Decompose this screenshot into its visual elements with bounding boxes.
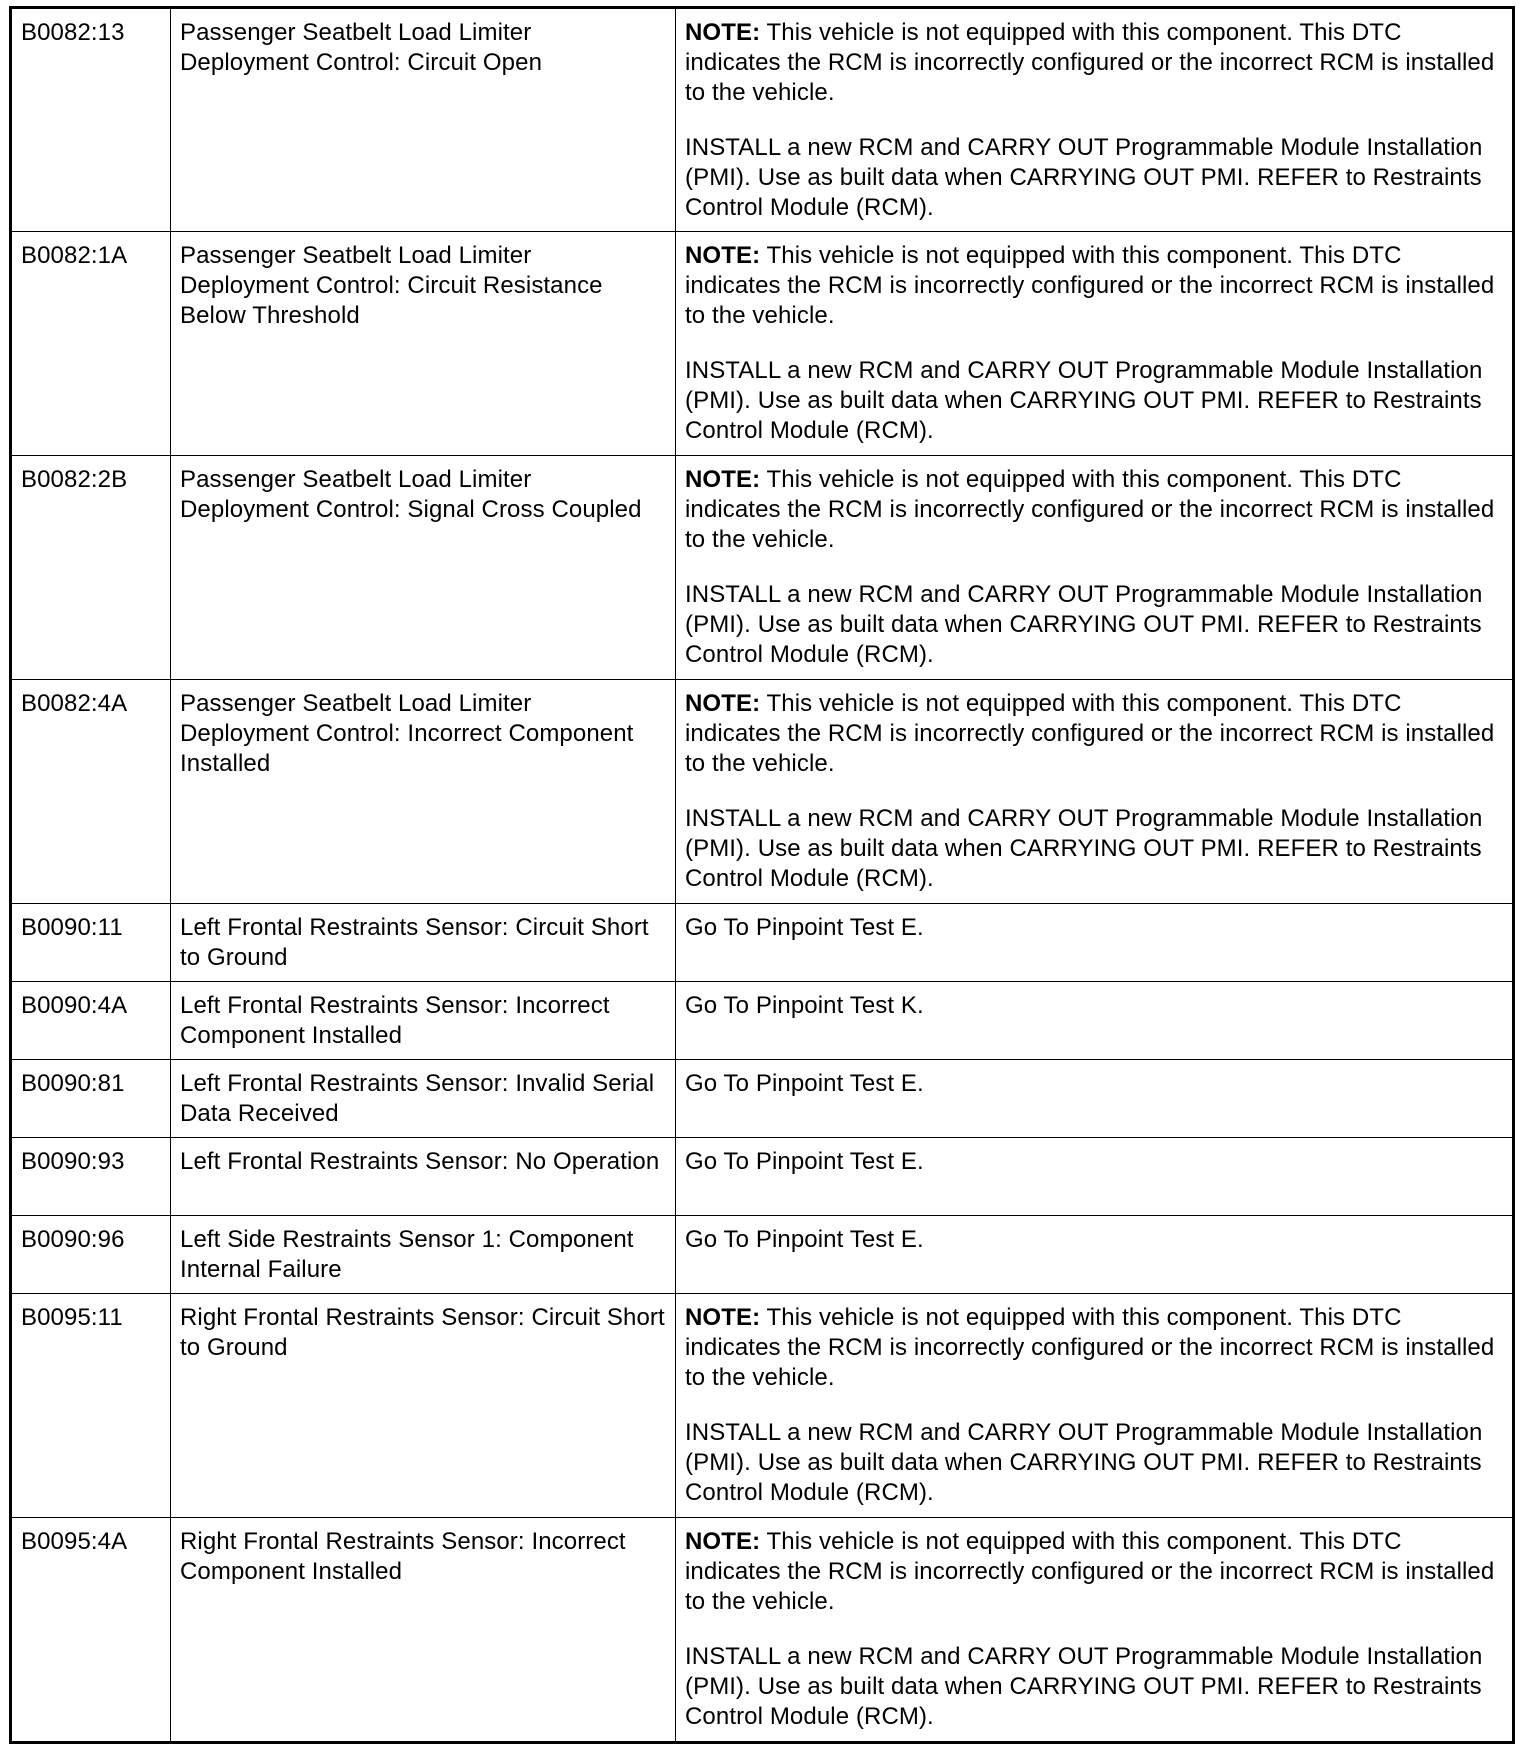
dtc-code: B0082:2B	[11, 456, 171, 680]
dtc-description: Passenger Seatbelt Load Limiter Deployment Control: Circuit Open	[171, 8, 676, 232]
action-instruction: INSTALL a new RCM and CARRY OUT Programmable Module Installation (PMI). Use as built data when CARRYING OUT PMI. REFER to Restraints Control Module (RCM).	[685, 357, 1483, 444]
note-paragraph	[685, 18, 1503, 108]
table-row	[11, 232, 1514, 456]
note-text: This vehicle is not equipped with this component. This DTC indicates the RCM is incorrectly configured or the incorrect RCM is installed to the vehicle.	[685, 1528, 1495, 1615]
dtc-action	[676, 8, 1514, 232]
action-instruction: INSTALL a new RCM and CARRY OUT Programmable Module Installation (PMI). Use as built data when CARRYING OUT PMI. REFER to Restraints Control Module (RCM).	[685, 1419, 1483, 1506]
dtc-description: Left Frontal Restraints Sensor: Circuit Short to Ground	[171, 904, 676, 982]
dtc-description: Left Frontal Restraints Sensor: Invalid Serial Data Received	[171, 1060, 676, 1138]
dtc-code: B0090:81	[11, 1060, 171, 1138]
table-row	[11, 904, 1514, 982]
table-row	[11, 1216, 1514, 1294]
action-instruction: Go To Pinpoint Test E.	[685, 1226, 924, 1253]
action-instruction: Go To Pinpoint Test E.	[685, 1070, 924, 1097]
dtc-action	[676, 1294, 1514, 1518]
dtc-action	[676, 456, 1514, 680]
dtc-description: Passenger Seatbelt Load Limiter Deployment Control: Incorrect Component Installed	[171, 680, 676, 904]
note-text: This vehicle is not equipped with this component. This DTC indicates the RCM is incorrectly configured or the incorrect RCM is installed to the vehicle.	[685, 19, 1495, 106]
dtc-action	[676, 982, 1514, 1060]
action-instruction: INSTALL a new RCM and CARRY OUT Programmable Module Installation (PMI). Use as built data when CARRYING OUT PMI. REFER to Restraints Control Module (RCM).	[685, 581, 1483, 668]
dtc-description: Left Side Restraints Sensor 1: Component Internal Failure	[171, 1216, 676, 1294]
note-paragraph	[685, 689, 1503, 779]
note-label: NOTE:	[685, 242, 761, 269]
table-row	[11, 1138, 1514, 1216]
dtc-chart-page	[9, 6, 1515, 1731]
dtc-code: B0090:11	[11, 904, 171, 982]
table-row	[11, 1060, 1514, 1138]
dtc-description: Passenger Seatbelt Load Limiter Deployment Control: Circuit Resistance Below Threshold	[171, 232, 676, 456]
dtc-description: Right Frontal Restraints Sensor: Incorrect Component Installed	[171, 1518, 676, 1743]
note-text: This vehicle is not equipped with this component. This DTC indicates the RCM is incorrectly configured or the incorrect RCM is installed to the vehicle.	[685, 690, 1495, 777]
dtc-code: B0095:4A	[11, 1518, 171, 1743]
action-instruction: INSTALL a new RCM and CARRY OUT Programmable Module Installation (PMI). Use as built data when CARRYING OUT PMI. REFER to Restraints Control Module (RCM).	[685, 1643, 1483, 1730]
note-text: This vehicle is not equipped with this component. This DTC indicates the RCM is incorrectly configured or the incorrect RCM is installed to the vehicle.	[685, 1304, 1495, 1391]
note-label: NOTE:	[685, 466, 761, 493]
dtc-description: Passenger Seatbelt Load Limiter Deployment Control: Signal Cross Coupled	[171, 456, 676, 680]
dtc-description: Right Frontal Restraints Sensor: Circuit Short to Ground	[171, 1294, 676, 1518]
dtc-code: B0082:1A	[11, 232, 171, 456]
note-label: NOTE:	[685, 19, 761, 46]
action-instruction: INSTALL a new RCM and CARRY OUT Programmable Module Installation (PMI). Use as built data when CARRYING OUT PMI. REFER to Restraints Control Module (RCM).	[685, 805, 1483, 892]
note-label: NOTE:	[685, 1304, 761, 1331]
table-row	[11, 680, 1514, 904]
dtc-code: B0082:13	[11, 8, 171, 232]
dtc-description: Left Frontal Restraints Sensor: No Operation	[171, 1138, 676, 1216]
dtc-table	[9, 6, 1515, 1744]
dtc-code: B0095:11	[11, 1294, 171, 1518]
action-instruction: INSTALL a new RCM and CARRY OUT Programmable Module Installation (PMI). Use as built data when CARRYING OUT PMI. REFER to Restraints Control Module (RCM).	[685, 134, 1483, 221]
table-row	[11, 982, 1514, 1060]
dtc-description: Left Frontal Restraints Sensor: Incorrect Component Installed	[171, 982, 676, 1060]
note-paragraph	[685, 1527, 1503, 1617]
dtc-action	[676, 1138, 1514, 1216]
note-label: NOTE:	[685, 690, 761, 717]
dtc-action	[676, 1518, 1514, 1743]
dtc-code: B0090:4A	[11, 982, 171, 1060]
dtc-action	[676, 1060, 1514, 1138]
note-label: NOTE:	[685, 1528, 761, 1555]
table-row	[11, 1518, 1514, 1743]
dtc-code: B0090:93	[11, 1138, 171, 1216]
note-text: This vehicle is not equipped with this component. This DTC indicates the RCM is incorrectly configured or the incorrect RCM is installed to the vehicle.	[685, 242, 1495, 329]
action-instruction: Go To Pinpoint Test K.	[685, 992, 924, 1019]
table-row	[11, 8, 1514, 232]
action-instruction: Go To Pinpoint Test E.	[685, 914, 924, 941]
note-paragraph	[685, 1303, 1503, 1393]
dtc-action	[676, 904, 1514, 982]
note-paragraph	[685, 465, 1503, 555]
dtc-action	[676, 1216, 1514, 1294]
action-instruction: Go To Pinpoint Test E.	[685, 1148, 924, 1175]
note-text: This vehicle is not equipped with this component. This DTC indicates the RCM is incorrectly configured or the incorrect RCM is installed to the vehicle.	[685, 466, 1495, 553]
dtc-action	[676, 680, 1514, 904]
dtc-code: B0082:4A	[11, 680, 171, 904]
table-row	[11, 456, 1514, 680]
table-row	[11, 1294, 1514, 1518]
dtc-code: B0090:96	[11, 1216, 171, 1294]
dtc-action	[676, 232, 1514, 456]
note-paragraph	[685, 241, 1503, 331]
